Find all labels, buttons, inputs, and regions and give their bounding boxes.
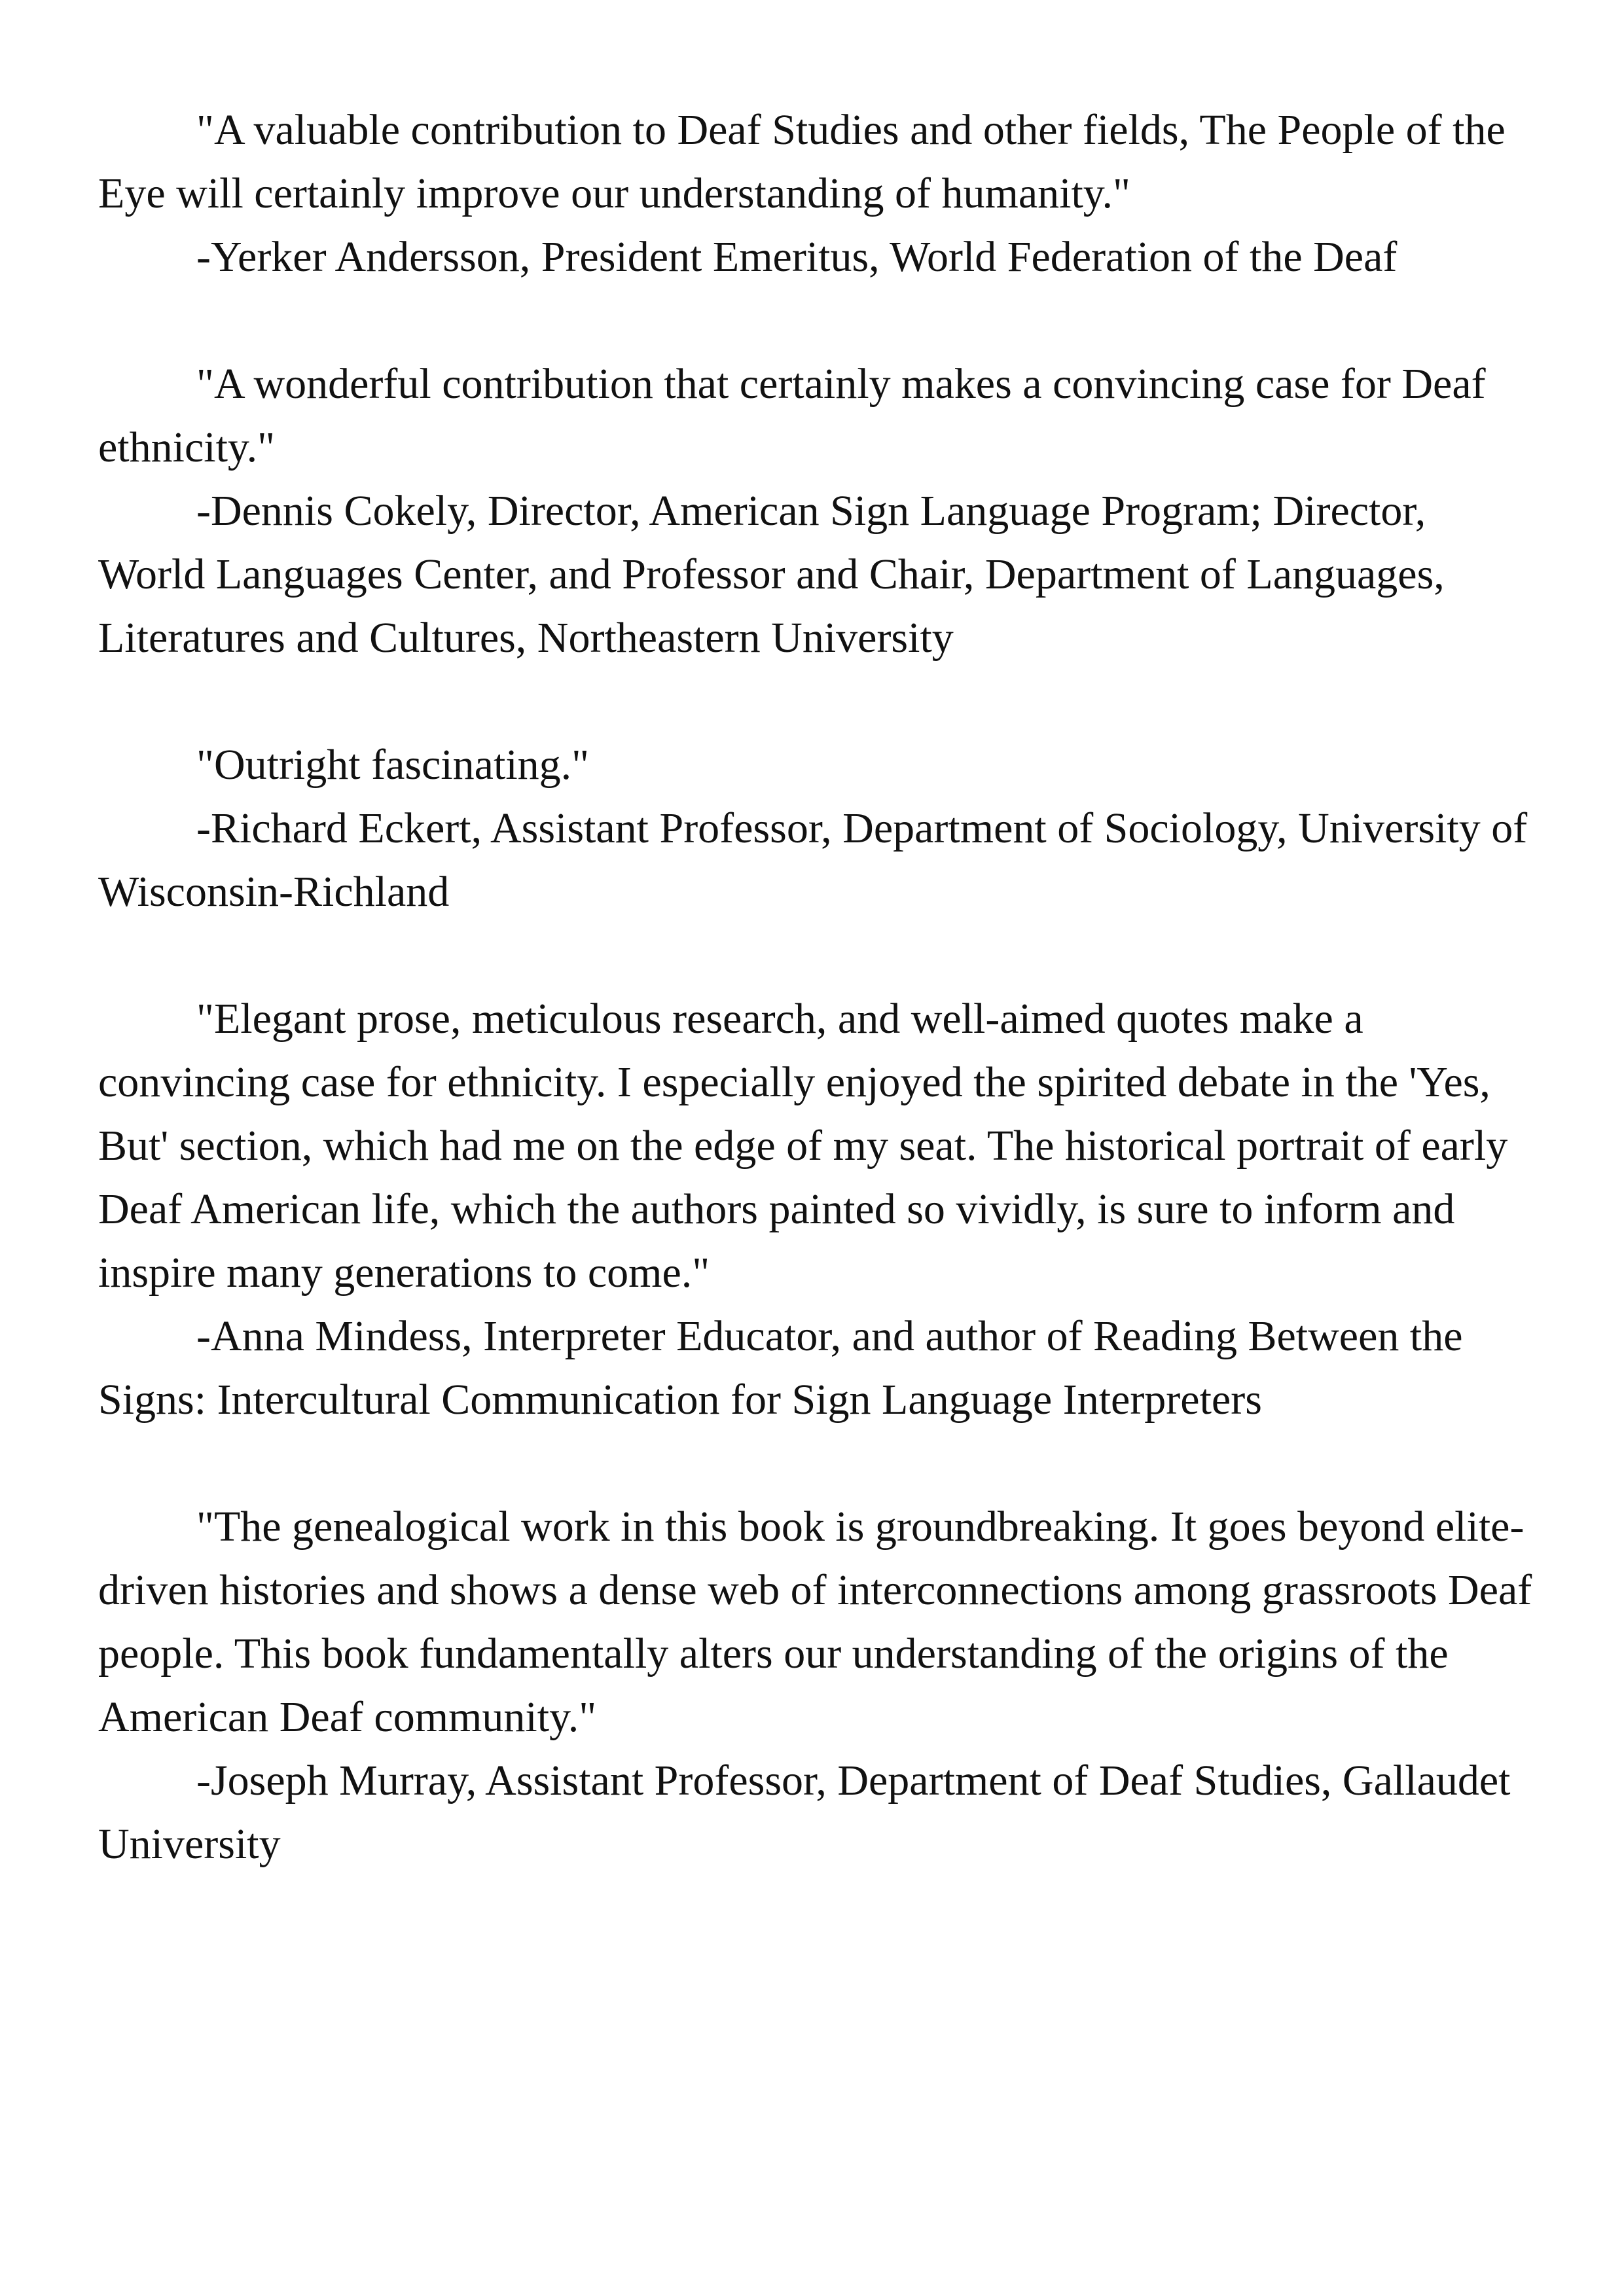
blurb-quote: "Outright fascinating.": [196, 741, 590, 789]
blurb-andersson: [98, 98, 1538, 289]
blurb-attribution: -Joseph Murray, Assistant Professor, Department of Deaf Studies, Gallaudet University: [98, 1757, 1511, 1868]
blurb-mindess: [98, 987, 1538, 1431]
praise-page: [98, 98, 1538, 1939]
blurb-cokely: [98, 352, 1538, 670]
blurb-quote: "A valuable contribution to Deaf Studies and other fields, The People of the Eye will certainly improve our understanding of humanity.": [98, 106, 1506, 217]
blurb-attribution: -Anna Mindess, Interpreter Educator, and author of Reading Between the Signs: Intercultural Communication for Sign Language Interpreters: [98, 1312, 1463, 1424]
blurb-murray: [98, 1495, 1538, 1876]
blurb-quote: "A wonderful contribution that certainly makes a convincing case for Deaf ethnicity.": [98, 360, 1486, 471]
blurb-attribution: -Yerker Andersson, President Emeritus, World Federation of the Deaf: [196, 233, 1398, 281]
blurb-quote: "The genealogical work in this book is groundbreaking. It goes beyond elite-driven histories and shows a dense web of interconnections among grassroots Deaf people. This book fundamentally alters our understanding of the origins of the American Deaf community.": [98, 1503, 1532, 1741]
blurb-quote: "Elegant prose, meticulous research, and well-aimed quotes make a convincing case for ethnicity. I especially enjoyed the spirited debate in the 'Yes, But' section, which had me on the edge of my seat. The historical portrait of early Deaf American life, which the authors painted so vividly, is sure to inform and inspire many generations to come.": [98, 995, 1508, 1297]
blurb-eckert: [98, 733, 1538, 924]
blurb-attribution: -Dennis Cokely, Director, American Sign Language Program; Director, World Languages Center, and Professor and Chair, Department of Languages, Literatures and Cultures, Northeastern University: [98, 487, 1445, 662]
blurb-attribution: -Richard Eckert, Assistant Professor, Department of Sociology, University of Wisconsin-Richland: [98, 804, 1528, 916]
